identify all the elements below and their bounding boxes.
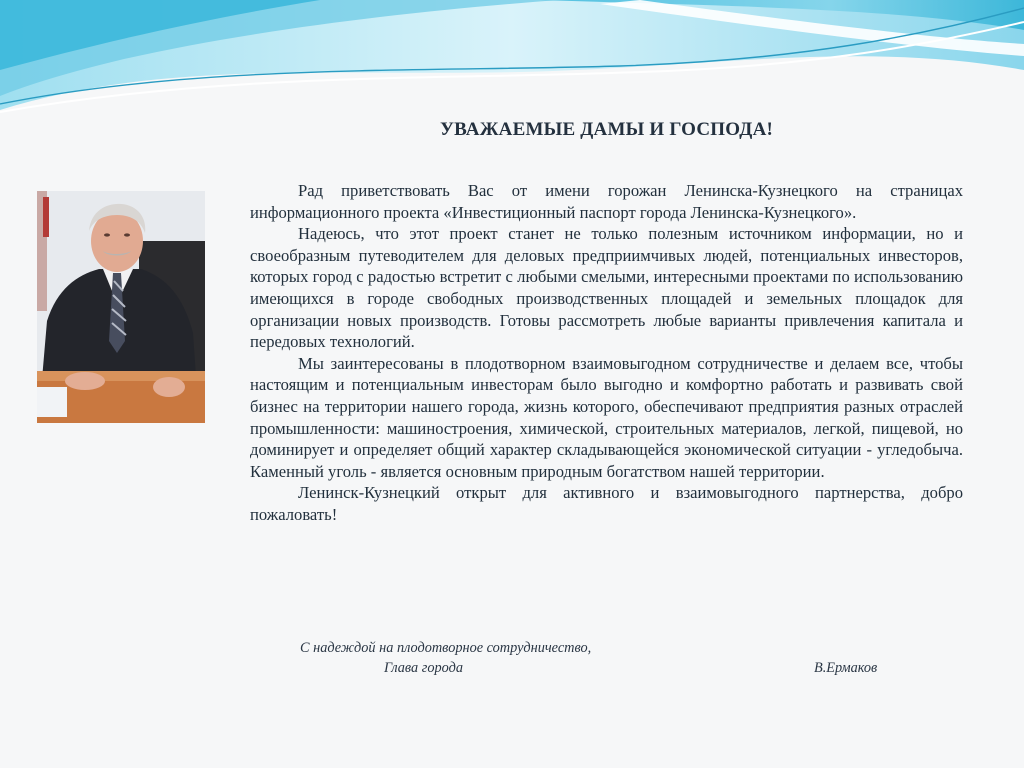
letter-title: УВАЖАЕМЫЕ ДАМЫ И ГОСПОДА! [439,119,774,140]
letter-paragraph: Надеюсь, что этот проект станет не только полезным источником информации, но и своеобразным путеводителем для деловых предприимчивых людей, потенциальных инвесторов, которых город с радостью встретит с любыми смелыми, интересными проектами по использованию имеющихся в городе свободных производственных площадей и земельных площадок для организации новых производств. Готовы рассмотреть любые варианты привлечения капитала и передовых технологий. [250,224,963,352]
letter-paragraph: Рад приветствовать Вас от имени горожан Ленинска-Кузнецкого на страницах информационного проекта «Инвестиционный паспорт города Ленинска-Кузнецкого». [250,181,963,222]
letter-paragraph: Мы заинтересованы в плодотворном взаимовыгодном сотрудничестве и делаем все, чтобы настоящим и потенциальным инвесторам было выгодно и комфортно работать и развивать свой бизнес на территории нашего города, жизнь которого, обеспечивают предприятия разных отраслей промышленности: машиностроения, химической, строительных материалов, легкой, пищевой, но доминирует и определяет общий характер складывающейся экономической ситуации - угледобыча. Каменный уголь - является основным природным богатством нашей территории. [250,353,963,481]
closing-line: С надеждой на плодотворное сотрудничество, [300,640,592,656]
signer-position: Глава города [384,660,463,676]
signer-name: В.Ермаков [814,660,878,676]
letter-body [250,180,963,526]
letter-paragraph: Ленинск-Кузнецкий открыт для активного и взаимовыгодного партнерства, добро пожаловать! [250,483,963,524]
mayor-portrait [37,191,205,423]
